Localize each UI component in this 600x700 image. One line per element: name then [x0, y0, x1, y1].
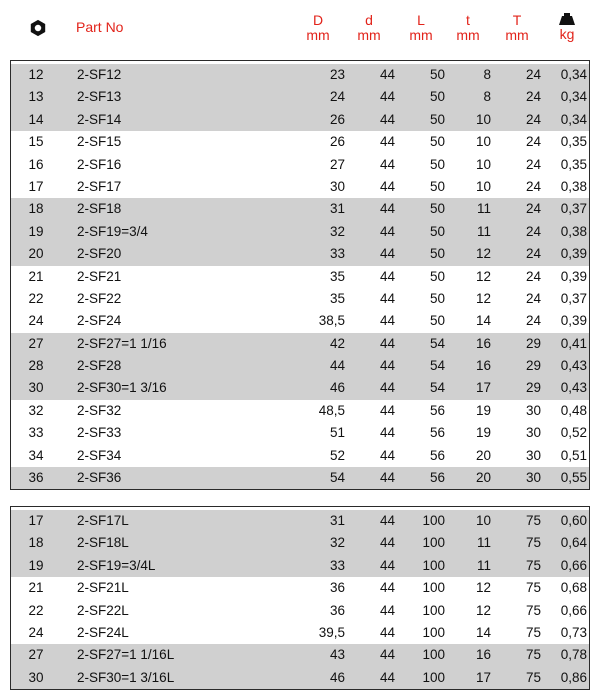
d-cell: 44 [379, 647, 395, 663]
size-cell: 21 [28, 580, 44, 596]
t-cell: 11 [476, 201, 491, 217]
t-cell: 14 [475, 624, 491, 640]
d-header-unit: mm [357, 26, 381, 43]
table-row [11, 532, 589, 554]
d-cell: 44 [379, 89, 395, 105]
t-header-unit: mm [456, 26, 480, 43]
L-cell: 50 [429, 89, 445, 105]
part-no-header [76, 0, 176, 55]
D-cell: 35 [329, 268, 345, 284]
weight-cell: 0,55 [560, 470, 587, 486]
t-cell: 12 [475, 268, 491, 284]
weight-header-unit: kg [559, 26, 575, 42]
weight-cell: 0,64 [560, 535, 587, 551]
L-cell: 50 [429, 290, 445, 306]
T-cell: 24 [525, 156, 541, 172]
d-cell: 44 [379, 580, 395, 596]
part-no-cell: 2-SF21 [77, 268, 122, 284]
T-cell: 75 [525, 513, 541, 528]
weight-cell: 0,41 [560, 335, 587, 351]
T-cell: 24 [525, 178, 541, 194]
t-cell: 12 [475, 602, 491, 618]
part-no-cell: 2-SF17 [77, 178, 122, 194]
T-cell: 75 [525, 647, 541, 663]
d-cell: 44 [379, 425, 395, 441]
d-cell: 44 [379, 290, 395, 306]
size-cell: 27 [28, 335, 44, 351]
size-cell: 27 [28, 647, 44, 663]
part-no-cell: 2-SF22 [77, 290, 122, 306]
standard-sockets-table [10, 60, 590, 490]
T-cell: 30 [525, 402, 541, 418]
size-cell: 34 [28, 447, 44, 463]
d-cell: 44 [379, 268, 395, 284]
weight-cell: 0,66 [560, 557, 587, 573]
D-cell: 43 [329, 647, 345, 663]
D-cell: 24 [329, 89, 345, 105]
part-no-cell: 2-SF22L [77, 602, 129, 618]
d-cell: 44 [379, 669, 395, 685]
size-cell: 19 [28, 223, 44, 239]
weight-cell: 0,38 [560, 178, 587, 194]
weight-cell: 0,73 [560, 624, 587, 640]
table-row [11, 288, 589, 310]
d-cell: 44 [379, 313, 395, 329]
L-cell: 50 [429, 156, 445, 172]
weight-cell: 0,48 [560, 402, 587, 418]
L-cell: 50 [429, 111, 445, 127]
t-header [453, 0, 483, 55]
long-sockets-table [10, 506, 590, 690]
weight-cell: 0,35 [560, 134, 587, 150]
part-no-cell: 2-SF14 [77, 111, 122, 127]
standard-sockets-rows [11, 64, 589, 489]
D-cell: 51 [329, 425, 345, 441]
part-no-cell: 2-SF18L [77, 535, 129, 551]
part-no-cell: 2-SF21L [77, 580, 129, 596]
table-row [11, 422, 589, 444]
table-row [11, 400, 589, 422]
D-cell: 48,5 [318, 402, 345, 418]
T-cell: 24 [525, 290, 541, 306]
weight-cell: 0,37 [560, 290, 587, 306]
table-row [11, 176, 589, 198]
size-cell: 22 [28, 602, 44, 618]
d-cell: 44 [379, 178, 395, 194]
d-cell: 44 [379, 380, 395, 396]
size-cell: 36 [28, 470, 44, 486]
part-no-header-label: Part No [76, 19, 124, 35]
hex-nut-icon [29, 19, 47, 37]
d-cell: 44 [379, 447, 395, 463]
L-cell: 100 [422, 624, 445, 640]
t-cell: 12 [475, 580, 491, 596]
T-cell: 24 [525, 268, 541, 284]
D-header-symbol: D [312, 11, 324, 28]
L-cell: 56 [429, 470, 445, 486]
D-header [303, 0, 333, 55]
T-cell: 24 [525, 89, 541, 105]
t-cell: 10 [475, 111, 491, 127]
weight-cell: 0,43 [560, 380, 587, 396]
t-cell: 11 [476, 535, 491, 551]
T-cell: 75 [525, 580, 541, 596]
L-cell: 50 [429, 313, 445, 329]
size-cell: 30 [28, 669, 44, 685]
weight-cell: 0,52 [560, 425, 587, 441]
d-cell: 44 [379, 134, 395, 150]
table-row [11, 622, 589, 644]
D-cell: 52 [329, 447, 345, 463]
T-cell: 75 [525, 557, 541, 573]
size-cell: 16 [28, 156, 44, 172]
weight-cell: 0,86 [560, 669, 587, 685]
table-row [11, 355, 589, 377]
L-cell: 56 [429, 447, 445, 463]
table-row [11, 243, 589, 265]
table-row [11, 467, 589, 489]
table-row [11, 377, 589, 399]
L-header [403, 0, 439, 55]
t-cell: 16 [475, 335, 491, 351]
table-row [11, 266, 589, 288]
table-row [11, 510, 589, 532]
part-no-cell: 2-SF16 [77, 156, 122, 172]
T-cell: 24 [525, 313, 541, 329]
size-cell: 19 [28, 557, 44, 573]
D-cell: 38,5 [318, 313, 345, 329]
T-cell: 29 [525, 380, 541, 396]
t-cell: 16 [475, 358, 491, 374]
t-cell: 12 [475, 290, 491, 306]
L-cell: 100 [422, 513, 445, 528]
t-cell: 16 [475, 647, 491, 663]
D-header-unit: mm [306, 26, 330, 43]
d-header-symbol: d [365, 11, 373, 28]
table-row [11, 310, 589, 332]
d-cell: 44 [379, 602, 395, 618]
weight-cell: 0,34 [560, 111, 587, 127]
D-cell: 23 [329, 67, 345, 82]
size-cell: 14 [28, 111, 44, 127]
d-cell: 44 [379, 335, 395, 351]
size-cell: 12 [28, 67, 44, 82]
D-cell: 36 [329, 602, 345, 618]
size-cell: 32 [28, 402, 44, 418]
L-cell: 56 [429, 425, 445, 441]
D-cell: 30 [329, 178, 345, 194]
table-row [11, 555, 589, 577]
part-no-cell: 2-SF27=1 1/16 [77, 335, 167, 351]
t-cell: 10 [475, 156, 491, 172]
D-cell: 32 [329, 223, 345, 239]
T-cell: 24 [525, 67, 541, 82]
size-cell: 17 [28, 513, 44, 528]
D-cell: 46 [329, 380, 345, 396]
t-cell: 10 [475, 134, 491, 150]
L-cell: 50 [429, 134, 445, 150]
part-no-cell: 2-SF28 [77, 358, 122, 374]
weight-cell: 0,39 [560, 246, 587, 262]
T-cell: 30 [525, 470, 541, 486]
T-cell: 29 [525, 335, 541, 351]
table-row [11, 64, 589, 86]
L-cell: 100 [422, 580, 445, 596]
table-row [11, 445, 589, 467]
D-cell: 31 [329, 513, 345, 528]
t-cell: 14 [475, 313, 491, 329]
L-cell: 100 [422, 602, 445, 618]
t-cell: 11 [476, 223, 491, 239]
D-cell: 32 [329, 535, 345, 551]
t-cell: 17 [475, 380, 491, 396]
t-cell: 20 [475, 447, 491, 463]
d-cell: 44 [379, 470, 395, 486]
weight-header [552, 0, 582, 55]
d-cell: 44 [379, 111, 395, 127]
part-no-cell: 2-SF30=1 3/16L [77, 669, 175, 685]
table-header [10, 0, 590, 55]
T-cell: 24 [525, 201, 541, 217]
weight-cell: 0,39 [560, 268, 587, 284]
size-cell: 15 [28, 134, 44, 150]
T-cell: 75 [525, 624, 541, 640]
D-cell: 26 [329, 111, 345, 127]
part-no-cell: 2-SF19=3/4 [77, 223, 148, 239]
L-header-unit: mm [409, 26, 433, 43]
size-cell: 18 [28, 535, 44, 551]
t-header-symbol: t [466, 11, 470, 28]
d-cell: 44 [379, 624, 395, 640]
size-cell: 30 [28, 380, 44, 396]
T-cell: 75 [525, 602, 541, 618]
size-cell: 13 [28, 89, 44, 105]
size-cell: 24 [28, 624, 44, 640]
size-cell: 33 [28, 425, 44, 441]
weight-cell: 0,66 [560, 602, 587, 618]
T-cell: 24 [525, 111, 541, 127]
L-cell: 100 [422, 535, 445, 551]
size-cell: 17 [28, 178, 44, 194]
D-cell: 31 [329, 201, 345, 217]
table-row [11, 198, 589, 220]
L-cell: 54 [429, 358, 445, 374]
part-no-cell: 2-SF24 [77, 313, 122, 329]
d-cell: 44 [379, 513, 395, 528]
weight-cell: 0,38 [560, 223, 587, 239]
L-cell: 50 [429, 67, 445, 82]
table-row [11, 109, 589, 131]
T-cell: 24 [525, 223, 541, 239]
weight-cell: 0,37 [560, 201, 587, 217]
d-cell: 44 [379, 67, 395, 82]
T-header [502, 0, 532, 55]
L-cell: 50 [429, 223, 445, 239]
table-row [11, 86, 589, 108]
long-sockets-rows [11, 510, 589, 689]
L-cell: 50 [429, 268, 445, 284]
table-row [11, 333, 589, 355]
part-no-cell: 2-SF18 [77, 201, 122, 217]
L-cell: 50 [429, 178, 445, 194]
table-row [11, 131, 589, 153]
table-row [11, 600, 589, 622]
L-cell: 54 [429, 335, 445, 351]
part-no-cell: 2-SF32 [77, 402, 122, 418]
d-cell: 44 [379, 156, 395, 172]
part-no-cell: 2-SF15 [77, 134, 122, 150]
table-row [11, 221, 589, 243]
t-cell: 10 [475, 513, 491, 528]
D-cell: 36 [329, 580, 345, 596]
D-cell: 26 [329, 134, 345, 150]
L-header-symbol: L [417, 11, 425, 28]
weight-cell: 0,39 [560, 313, 587, 329]
part-no-cell: 2-SF30=1 3/16 [77, 380, 167, 396]
L-cell: 56 [429, 402, 445, 418]
size-cell: 22 [28, 290, 44, 306]
weight-cell: 0,68 [560, 580, 587, 596]
d-cell: 44 [379, 201, 395, 217]
T-cell: 75 [525, 535, 541, 551]
L-cell: 50 [429, 246, 445, 262]
size-cell: 28 [28, 358, 44, 374]
part-no-cell: 2-SF19=3/4L [77, 557, 156, 573]
T-cell: 75 [525, 669, 541, 685]
t-cell: 8 [483, 67, 491, 82]
D-cell: 46 [329, 669, 345, 685]
size-cell: 24 [28, 313, 44, 329]
size-cell: 21 [28, 268, 44, 284]
t-cell: 19 [475, 402, 491, 418]
part-no-cell: 2-SF27=1 1/16L [77, 647, 175, 663]
T-cell: 29 [525, 358, 541, 374]
part-no-cell: 2-SF36 [77, 470, 122, 486]
t-cell: 11 [476, 557, 491, 573]
part-no-cell: 2-SF17L [77, 513, 129, 528]
D-cell: 44 [329, 358, 345, 374]
weight-cell: 0,34 [560, 67, 587, 82]
t-cell: 19 [475, 425, 491, 441]
d-cell: 44 [379, 557, 395, 573]
D-cell: 33 [329, 557, 345, 573]
t-cell: 10 [475, 178, 491, 194]
size-cell: 20 [28, 246, 44, 262]
weight-cell: 0,51 [560, 447, 587, 463]
weight-cell: 0,43 [560, 358, 587, 374]
D-cell: 27 [329, 156, 345, 172]
table-row [11, 644, 589, 666]
L-cell: 100 [422, 669, 445, 685]
D-cell: 35 [329, 290, 345, 306]
weight-cell: 0,60 [560, 513, 587, 528]
part-no-cell: 2-SF20 [77, 246, 122, 262]
d-cell: 44 [379, 246, 395, 262]
T-cell: 24 [525, 134, 541, 150]
T-cell: 30 [525, 425, 541, 441]
part-no-cell: 2-SF13 [77, 89, 122, 105]
part-no-cell: 2-SF33 [77, 425, 122, 441]
size-cell: 18 [28, 201, 44, 217]
L-cell: 100 [422, 647, 445, 663]
weight-cell: 0,35 [560, 156, 587, 172]
table-row [11, 154, 589, 176]
table-row [11, 667, 589, 689]
L-cell: 50 [429, 201, 445, 217]
L-cell: 100 [422, 557, 445, 573]
t-cell: 20 [475, 470, 491, 486]
T-header-symbol: T [512, 11, 522, 28]
t-cell: 12 [475, 246, 491, 262]
size-column-header [28, 0, 48, 55]
T-cell: 30 [525, 447, 541, 463]
table-row [11, 577, 589, 599]
t-cell: 8 [483, 89, 491, 105]
part-no-cell: 2-SF24L [77, 624, 129, 640]
L-cell: 54 [429, 380, 445, 396]
part-no-cell: 2-SF12 [77, 67, 122, 82]
t-cell: 17 [475, 669, 491, 685]
d-cell: 44 [379, 535, 395, 551]
d-cell: 44 [379, 402, 395, 418]
d-header [354, 0, 384, 55]
D-cell: 33 [329, 246, 345, 262]
D-cell: 39,5 [318, 624, 345, 640]
T-header-unit: mm [505, 26, 529, 43]
part-no-cell: 2-SF34 [77, 447, 122, 463]
T-cell: 24 [525, 246, 541, 262]
d-cell: 44 [379, 223, 395, 239]
weight-cell: 0,78 [560, 647, 587, 663]
D-cell: 54 [329, 470, 345, 486]
weight-cell: 0,34 [560, 89, 587, 105]
D-cell: 42 [329, 335, 345, 351]
weight-icon [559, 13, 575, 25]
d-cell: 44 [379, 358, 395, 374]
